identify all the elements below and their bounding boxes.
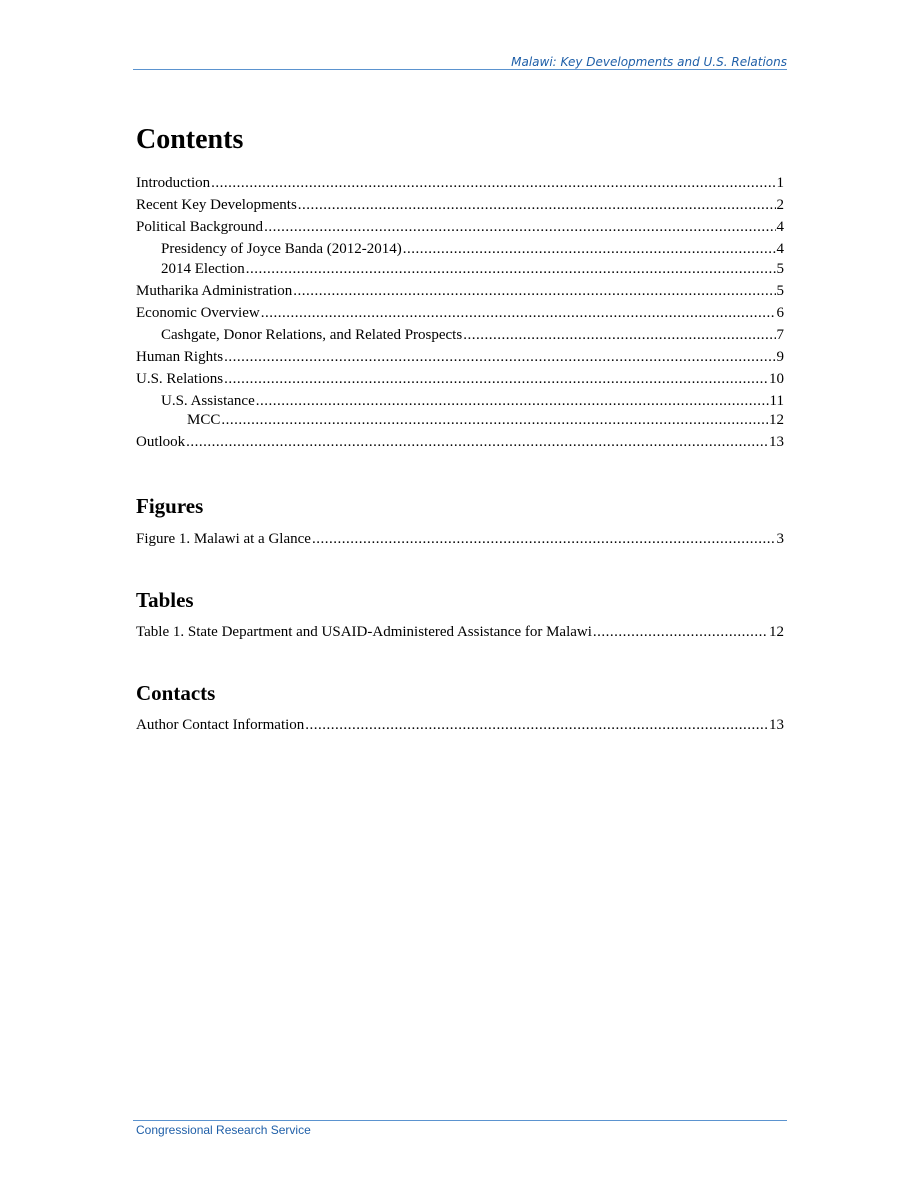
toc-entry-page: 7 bbox=[776, 327, 784, 343]
footer-rule bbox=[133, 1120, 787, 1121]
figures-heading: Figures bbox=[136, 494, 204, 518]
toc-entry-presidency-joyce-banda[interactable] bbox=[136, 242, 784, 262]
toc-entry-page: 4 bbox=[776, 241, 784, 257]
toc-entry-page: 10 bbox=[769, 371, 784, 387]
toc-entry-label: Introduction bbox=[136, 175, 211, 191]
toc-entry-page: 6 bbox=[776, 305, 784, 321]
toc-entry-us-relations[interactable] bbox=[136, 372, 784, 394]
toc-entry-mutharika-administration[interactable] bbox=[136, 284, 784, 306]
toc-entry-label: Recent Key Developments bbox=[136, 197, 297, 213]
toc-entry-outlook[interactable] bbox=[136, 435, 784, 457]
leader-dots bbox=[261, 306, 776, 321]
leader-dots bbox=[463, 328, 775, 343]
toc-entry-page: 3 bbox=[776, 531, 784, 547]
toc-entry-label: Human Rights bbox=[136, 349, 224, 365]
leader-dots bbox=[211, 176, 775, 191]
toc-entry-economic-overview[interactable] bbox=[136, 306, 784, 328]
toc-entry-label: U.S. Relations bbox=[136, 371, 224, 387]
leader-dots bbox=[298, 198, 776, 213]
toc-entry-table-1[interactable] bbox=[136, 625, 784, 647]
toc-entry-figure-1[interactable] bbox=[136, 532, 784, 554]
toc-entry-label: Outlook bbox=[136, 434, 186, 450]
leader-dots bbox=[264, 220, 775, 235]
toc-entry-label: Political Background bbox=[136, 219, 264, 235]
leader-dots bbox=[305, 718, 768, 733]
toc-entry-page: 12 bbox=[769, 624, 784, 640]
toc-entry-page: 5 bbox=[776, 283, 784, 299]
toc-entry-label: Table 1. State Department and USAID-Administered Assistance for Malawi bbox=[136, 624, 592, 640]
leader-dots bbox=[224, 372, 768, 387]
toc-entry-human-rights[interactable] bbox=[136, 350, 784, 372]
contents-heading: Contents bbox=[136, 124, 244, 155]
toc-entry-label: Presidency of Joyce Banda (2012-2014) bbox=[161, 241, 402, 257]
contacts-list bbox=[136, 718, 784, 740]
toc-entry-us-assistance[interactable] bbox=[136, 394, 784, 413]
leader-dots bbox=[593, 625, 768, 640]
toc-entry-page: 13 bbox=[769, 434, 784, 450]
toc-entry-2014-election[interactable] bbox=[136, 262, 784, 284]
toc-entry-label: Mutharika Administration bbox=[136, 283, 293, 299]
toc-entry-page: 13 bbox=[769, 717, 784, 733]
toc-entry-page: 12 bbox=[769, 412, 784, 428]
toc-entry-introduction[interactable] bbox=[136, 176, 784, 198]
toc-entry-label: Author Contact Information bbox=[136, 717, 305, 733]
header-rule bbox=[133, 69, 787, 70]
toc-entry-page: 1 bbox=[776, 175, 784, 191]
toc-entry-label: Economic Overview bbox=[136, 305, 260, 321]
contents-list bbox=[136, 176, 784, 457]
toc-entry-cashgate[interactable] bbox=[136, 328, 784, 350]
leader-dots bbox=[246, 262, 776, 277]
toc-entry-page: 2 bbox=[776, 197, 784, 213]
figures-list bbox=[136, 532, 784, 554]
contacts-heading: Contacts bbox=[136, 681, 216, 705]
toc-entry-political-background[interactable] bbox=[136, 220, 784, 242]
toc-entry-page: 11 bbox=[769, 393, 784, 409]
leader-dots bbox=[186, 435, 768, 450]
toc-entry-label: MCC bbox=[187, 412, 221, 428]
leader-dots bbox=[256, 394, 769, 409]
toc-entry-label: U.S. Assistance bbox=[161, 393, 255, 409]
toc-entry-label: 2014 Election bbox=[161, 261, 245, 277]
leader-dots bbox=[224, 350, 775, 365]
leader-dots bbox=[293, 284, 775, 299]
toc-entry-page: 5 bbox=[776, 261, 784, 277]
leader-dots bbox=[221, 413, 768, 428]
tables-heading: Tables bbox=[136, 588, 194, 612]
toc-entry-label: Figure 1. Malawi at a Glance bbox=[136, 531, 311, 547]
toc-entry-recent-key-developments[interactable] bbox=[136, 198, 784, 220]
running-header: Malawi: Key Developments and U.S. Relations bbox=[511, 55, 787, 69]
toc-entry-label: Cashgate, Donor Relations, and Related Prospects bbox=[161, 327, 463, 343]
footer-text: Congressional Research Service bbox=[136, 1123, 311, 1137]
toc-entry-page: 4 bbox=[776, 219, 784, 235]
toc-entry-author-contact[interactable] bbox=[136, 718, 784, 740]
leader-dots bbox=[312, 532, 776, 547]
leader-dots bbox=[403, 242, 776, 257]
toc-entry-mcc[interactable] bbox=[136, 413, 784, 435]
tables-list bbox=[136, 625, 784, 647]
toc-entry-page: 9 bbox=[776, 349, 784, 365]
